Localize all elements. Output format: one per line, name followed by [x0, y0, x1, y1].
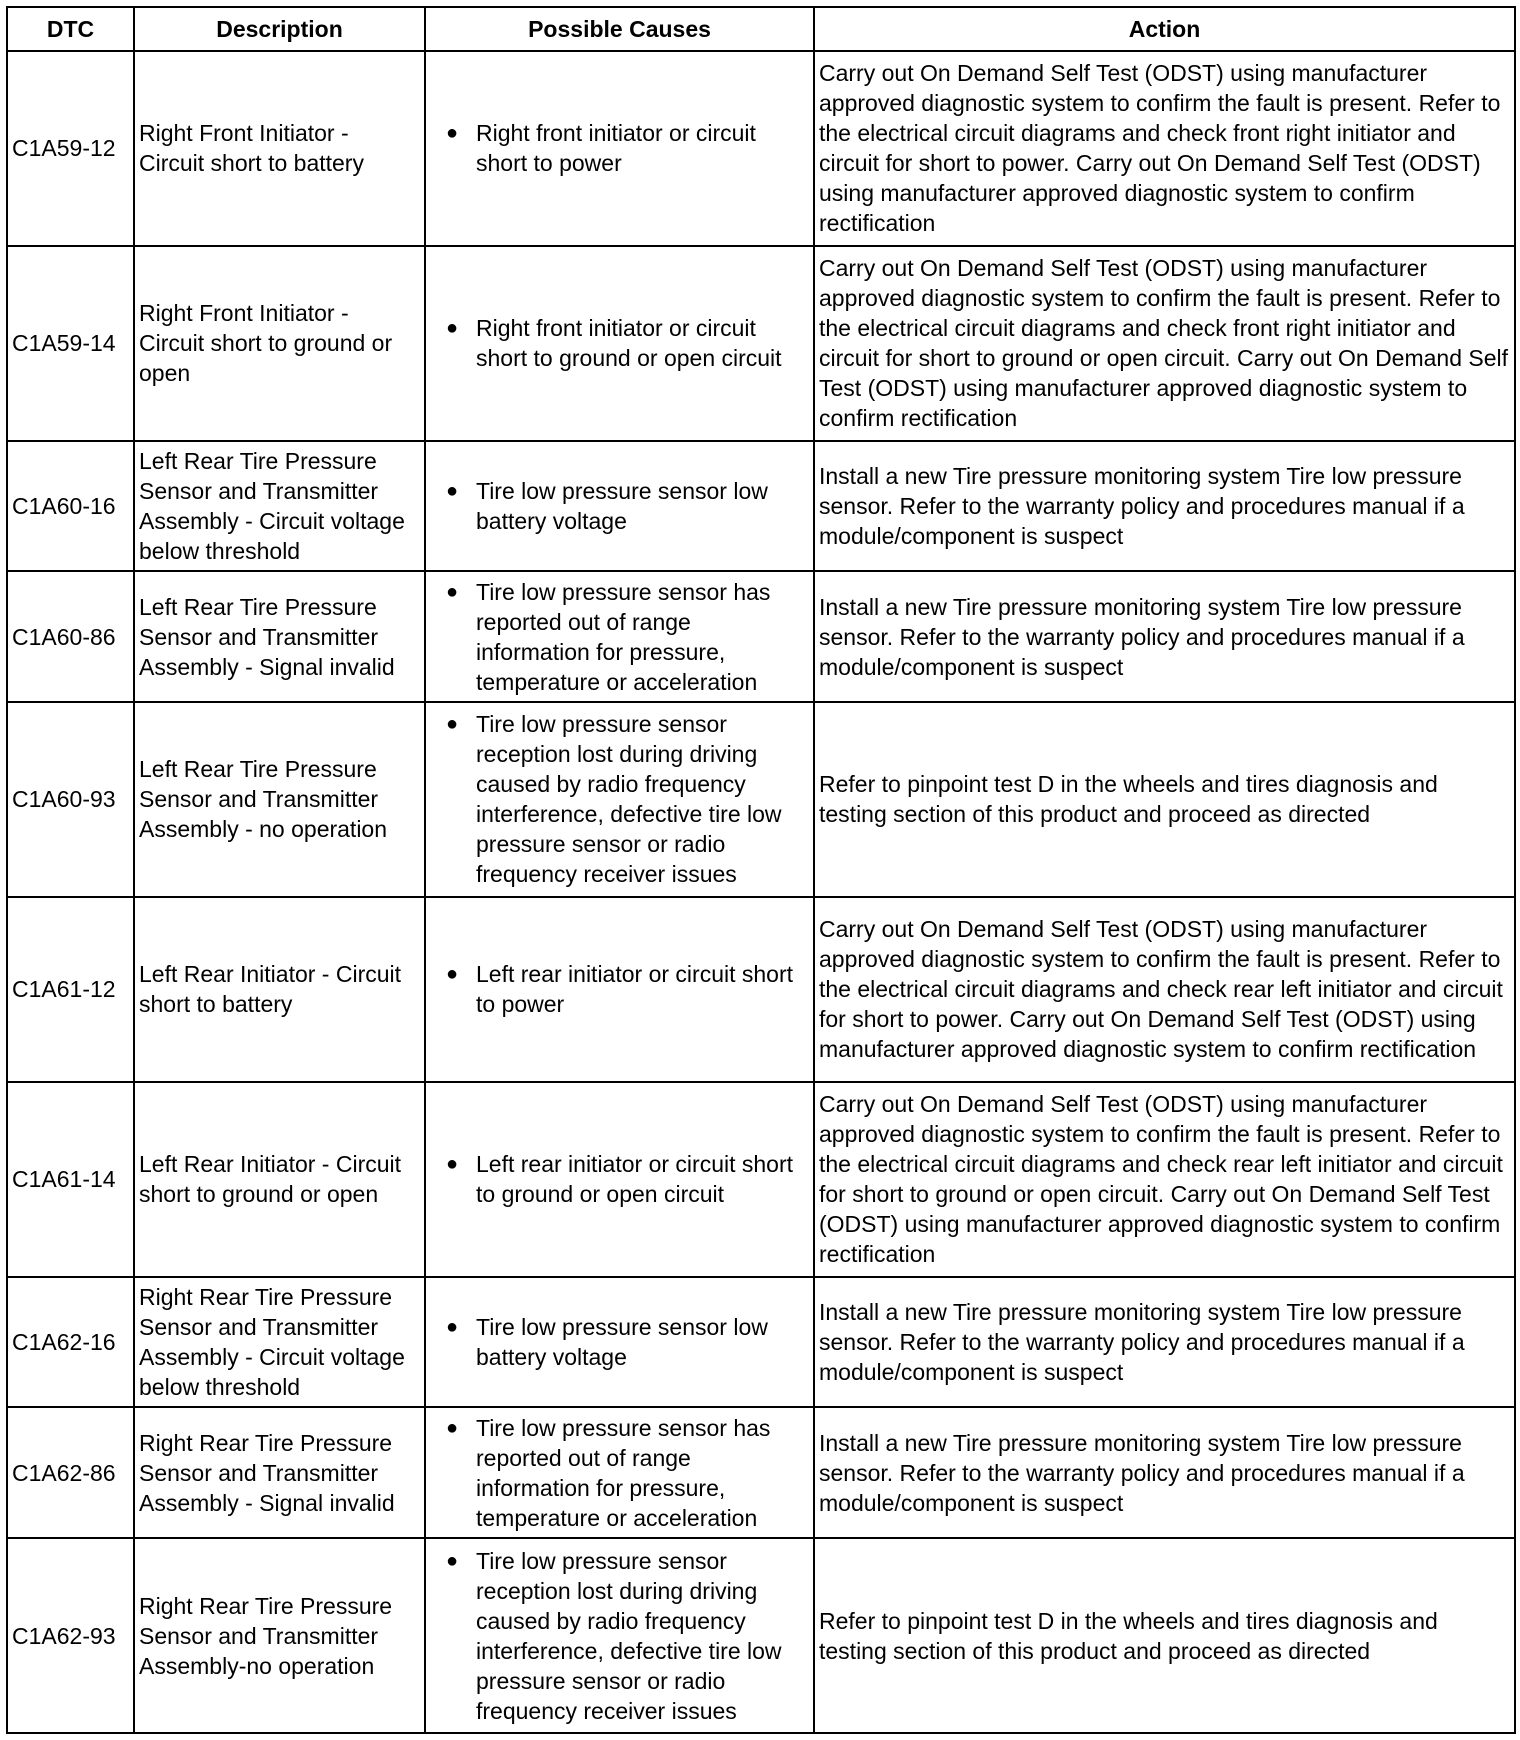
possible-cause-text: Left rear initiator or circuit short to ground or open circuit	[476, 1151, 794, 1208]
dtc-code: C1A59-12	[7, 51, 134, 246]
dtc-description: Right Front Initiator - Circuit short to ground or open	[134, 246, 425, 441]
table-row	[7, 1082, 1515, 1277]
table-row	[7, 702, 1515, 897]
possible-cause-cell	[425, 441, 814, 572]
possible-cause-cell	[425, 1277, 814, 1408]
possible-cause-text: Left rear initiator or circuit short to power	[476, 961, 794, 1018]
dtc-code: C1A62-16	[7, 1277, 134, 1408]
action-text: Install a new Tire pressure monitoring system Tire low pressure sensor. Refer to the warranty policy and procedures manual if a module/component is suspect	[814, 1407, 1515, 1538]
bullet-icon: ●	[446, 317, 459, 340]
dtc-code: C1A62-93	[7, 1538, 134, 1733]
header-row	[7, 7, 1515, 51]
header-action: Action	[814, 7, 1515, 51]
header-description: Description	[134, 7, 425, 51]
header-dtc: DTC	[7, 7, 134, 51]
dtc-description: Left Rear Tire Pressure Sensor and Transmitter Assembly - Signal invalid	[134, 571, 425, 702]
bullet-item	[446, 313, 803, 373]
action-text: Install a new Tire pressure monitoring system Tire low pressure sensor. Refer to the warranty policy and procedures manual if a module/component is suspect	[814, 441, 1515, 572]
bullet-item	[446, 1149, 803, 1209]
table-row	[7, 571, 1515, 702]
bullet-item	[446, 1413, 803, 1533]
bullet-item	[446, 118, 803, 178]
possible-cause-cell	[425, 571, 814, 702]
bullet-item	[446, 959, 803, 1019]
table-body	[7, 51, 1515, 1733]
dtc-code: C1A59-14	[7, 246, 134, 441]
dtc-description: Left Rear Tire Pressure Sensor and Transmitter Assembly - Circuit voltage below threshold	[134, 441, 425, 572]
action-text: Refer to pinpoint test D in the wheels and tires diagnosis and testing section of this product and proceed as directed	[814, 1538, 1515, 1733]
bullet-item	[446, 709, 803, 889]
action-text: Carry out On Demand Self Test (ODST) using manufacturer approved diagnostic system to confirm the fault is present. Refer to the electrical circuit diagrams and check rear left initiator and circuit for short to ground or open circuit. Carry out On Demand Self Test (ODST) using manufacturer approved diagnostic system to confirm rectification	[814, 1082, 1515, 1277]
action-text: Carry out On Demand Self Test (ODST) using manufacturer approved diagnostic system to confirm the fault is present. Refer to the electrical circuit diagrams and check front right initiator and circuit for short to ground or open circuit. Carry out On Demand Self Test (ODST) using manufacturer approved diagnostic system to confirm rectification	[814, 246, 1515, 441]
dtc-description: Right Rear Tire Pressure Sensor and Transmitter Assembly - Circuit voltage below threshold	[134, 1277, 425, 1408]
possible-cause-cell	[425, 1538, 814, 1733]
possible-cause-text: Tire low pressure sensor reception lost during driving caused by radio frequency interference, defective tire low pressure sensor or radio frequency receiver issues	[476, 711, 782, 888]
table-row	[7, 1277, 1515, 1408]
bullet-item	[446, 476, 803, 536]
bullet-icon: ●	[446, 1316, 459, 1339]
bullet-icon: ●	[446, 1549, 459, 1572]
bullet-icon: ●	[446, 1153, 459, 1176]
table-row	[7, 51, 1515, 246]
possible-cause-cell	[425, 51, 814, 246]
possible-cause-text: Tire low pressure sensor has reported out of range information for pressure, temperature or acceleration	[476, 1414, 771, 1531]
possible-cause-cell	[425, 246, 814, 441]
table-header	[7, 7, 1515, 51]
possible-cause-text: Tire low pressure sensor low battery voltage	[476, 477, 768, 534]
dtc-code: C1A62-86	[7, 1407, 134, 1538]
header-possible-causes: Possible Causes	[425, 7, 814, 51]
bullet-icon: ●	[446, 963, 459, 986]
possible-cause-text: Tire low pressure sensor low battery voltage	[476, 1314, 768, 1371]
dtc-code: C1A60-93	[7, 702, 134, 897]
table-row	[7, 1407, 1515, 1538]
dtc-description: Right Front Initiator - Circuit short to battery	[134, 51, 425, 246]
bullet-icon: ●	[446, 580, 459, 603]
action-text: Install a new Tire pressure monitoring system Tire low pressure sensor. Refer to the warranty policy and procedures manual if a module/component is suspect	[814, 571, 1515, 702]
dtc-table	[6, 6, 1516, 1734]
table-row	[7, 441, 1515, 572]
table-row	[7, 897, 1515, 1082]
bullet-icon: ●	[446, 713, 459, 736]
dtc-code: C1A60-16	[7, 441, 134, 572]
dtc-code: C1A60-86	[7, 571, 134, 702]
dtc-code: C1A61-14	[7, 1082, 134, 1277]
possible-cause-cell	[425, 702, 814, 897]
possible-cause-cell	[425, 1082, 814, 1277]
action-text: Refer to pinpoint test D in the wheels and tires diagnosis and testing section of this product and proceed as directed	[814, 702, 1515, 897]
possible-cause-text: Right front initiator or circuit short to power	[476, 120, 756, 177]
bullet-item	[446, 1546, 803, 1726]
dtc-description: Right Rear Tire Pressure Sensor and Transmitter Assembly - Signal invalid	[134, 1407, 425, 1538]
bullet-icon: ●	[446, 479, 459, 502]
dtc-code: C1A61-12	[7, 897, 134, 1082]
bullet-icon: ●	[446, 1416, 459, 1439]
bullet-item	[446, 1312, 803, 1372]
possible-cause-cell	[425, 897, 814, 1082]
table-row	[7, 246, 1515, 441]
dtc-description: Right Rear Tire Pressure Sensor and Transmitter Assembly-no operation	[134, 1538, 425, 1733]
possible-cause-cell	[425, 1407, 814, 1538]
table-row	[7, 1538, 1515, 1733]
dtc-description: Left Rear Initiator - Circuit short to ground or open	[134, 1082, 425, 1277]
possible-cause-text: Tire low pressure sensor has reported out of range information for pressure, temperature or acceleration	[476, 578, 771, 695]
dtc-description: Left Rear Tire Pressure Sensor and Transmitter Assembly - no operation	[134, 702, 425, 897]
action-text: Install a new Tire pressure monitoring system Tire low pressure sensor. Refer to the warranty policy and procedures manual if a module/component is suspect	[814, 1277, 1515, 1408]
possible-cause-text: Tire low pressure sensor reception lost during driving caused by radio frequency interference, defective tire low pressure sensor or radio frequency receiver issues	[476, 1547, 782, 1724]
bullet-icon: ●	[446, 122, 459, 145]
possible-cause-text: Right front initiator or circuit short to ground or open circuit	[476, 315, 782, 372]
dtc-description: Left Rear Initiator - Circuit short to battery	[134, 897, 425, 1082]
action-text: Carry out On Demand Self Test (ODST) using manufacturer approved diagnostic system to confirm the fault is present. Refer to the electrical circuit diagrams and check rear left initiator and circuit for short to power. Carry out On Demand Self Test (ODST) using manufacturer approved diagnostic system to confirm rectification	[814, 897, 1515, 1082]
action-text: Carry out On Demand Self Test (ODST) using manufacturer approved diagnostic system to confirm the fault is present. Refer to the electrical circuit diagrams and check front right initiator and circuit for short to power. Carry out On Demand Self Test (ODST) using manufacturer approved diagnostic system to confirm rectification	[814, 51, 1515, 246]
bullet-item	[446, 577, 803, 697]
